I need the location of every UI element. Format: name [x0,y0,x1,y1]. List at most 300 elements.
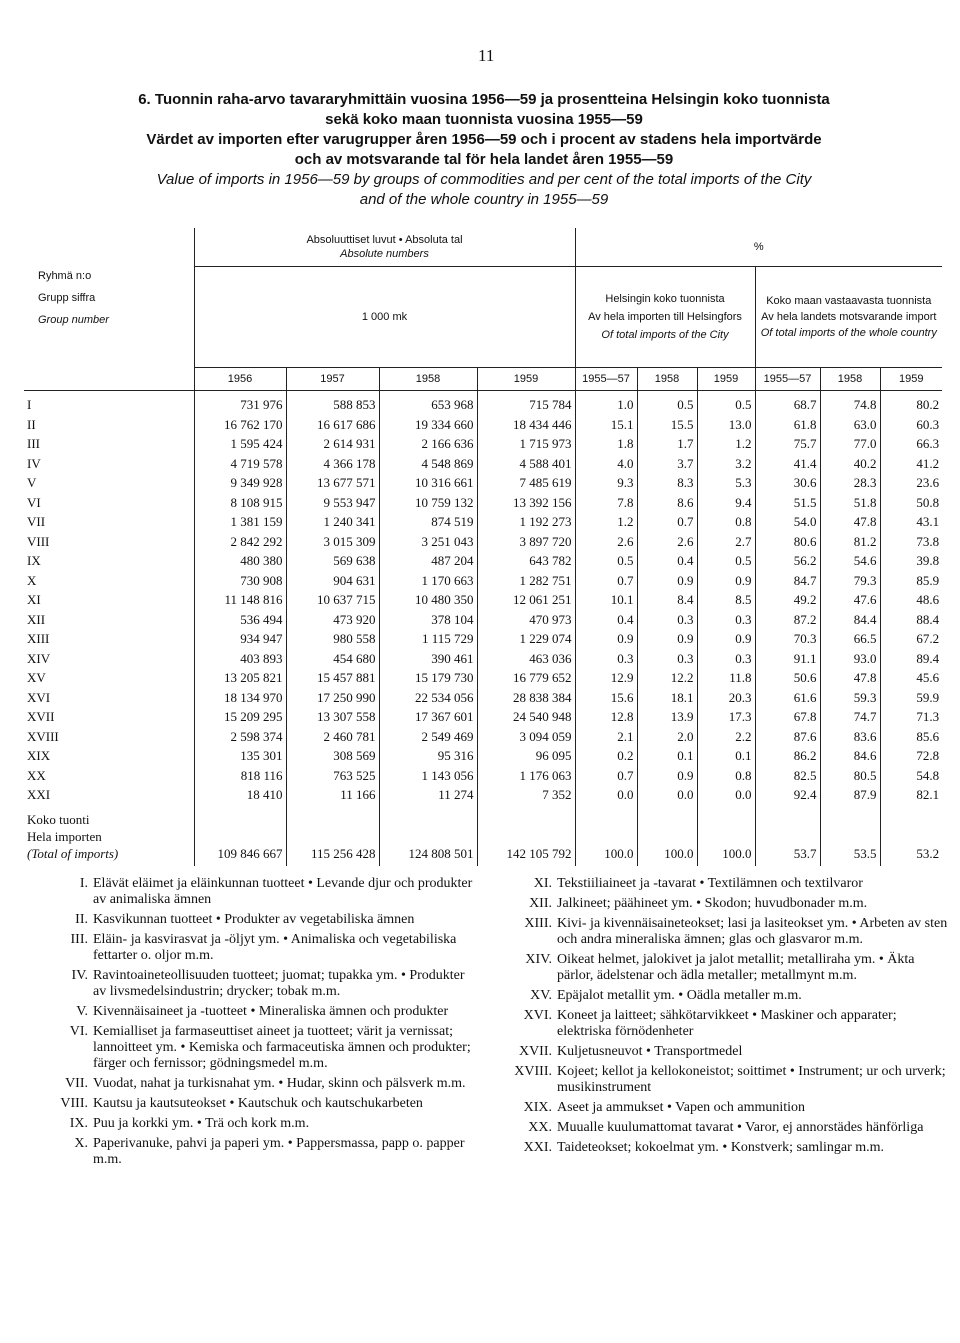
value-cell: 15.1 [575,415,637,435]
value-cell: 8 108 915 [194,493,286,513]
value-cell: 0.3 [637,649,697,669]
value-cell: 1.2 [575,512,637,532]
value-cell: 11 166 [286,785,379,805]
value-cell: 96 095 [477,746,575,766]
title-line-sv-1: Värdet av importen efter varugrupper åren 1956—59 och i procent av stadens hela importvärde [146,131,822,148]
table-row [24,610,942,630]
legend-item-text: Kasvikunnan tuotteet • Produkter av vegetabiliska ämnen [93,912,415,927]
legend-item [40,1024,480,1072]
legend-item [40,1096,480,1112]
value-cell: 8.4 [637,590,697,610]
year-header: 1959 [880,368,942,391]
value-cell: 24 540 948 [477,707,575,727]
total-cell: 100.0 [637,805,697,866]
value-cell: 0.2 [575,746,637,766]
value-cell: 54.8 [880,766,942,786]
value-cell: 91.1 [755,649,820,669]
value-cell: 536 494 [194,610,286,630]
legend-item-number: I. [79,876,88,891]
value-cell: 0.8 [697,766,755,786]
value-cell: 59.9 [880,688,942,708]
table-body [24,391,942,805]
year-header-blank [24,368,194,391]
legend-item [490,1044,950,1060]
value-cell: 7 485 619 [477,473,575,493]
table-row [24,551,942,571]
total-row [24,805,942,866]
value-cell: 79.3 [820,571,880,591]
table-row [24,454,942,474]
total-cell: 53.2 [880,805,942,866]
legend-item-text: Puu ja korkki ym. • Trä och kork m.m. [93,1116,310,1131]
value-cell: 12.8 [575,707,637,727]
legend-item [490,1008,950,1040]
country-header-en: Of total imports of the whole country [760,327,937,339]
value-cell: 63.0 [820,415,880,435]
country-header-sv: Av hela landets motsvarande import [761,311,937,323]
value-cell: 15.5 [637,415,697,435]
legend-item [40,968,480,1000]
legend-item-text: Eläin- ja kasvirasvat ja -öljyt ym. • Animaliska och vegetabiliska fettarter o. oljor m.m. [93,932,457,963]
title-line-fi-2: sekä koko maan tuonnista vuosina 1955—59 [325,111,643,128]
header-row-top [24,228,942,267]
value-cell: 1.8 [575,434,637,454]
value-cell: 1 143 056 [379,766,477,786]
value-cell: 1 229 074 [477,629,575,649]
value-cell: 10 316 661 [379,473,477,493]
value-cell: 48.6 [880,590,942,610]
group-number-cell: XI [27,592,41,607]
value-cell: 51.8 [820,493,880,513]
value-cell: 30.6 [755,473,820,493]
value-cell: 0.7 [575,766,637,786]
value-cell: 904 631 [286,571,379,591]
value-cell: 9.4 [697,493,755,513]
legend-item-number: XIV. [525,952,552,967]
value-cell: 3 251 043 [379,532,477,552]
value-cell: 1 170 663 [379,571,477,591]
absolute-header-en: Absolute numbers [340,248,429,260]
total-label [24,805,194,866]
value-cell: 8.5 [697,590,755,610]
value-cell: 80.5 [820,766,880,786]
value-cell: 85.9 [880,571,942,591]
legend-item [490,952,950,984]
value-cell: 12 061 251 [477,590,575,610]
value-cell: 13 205 821 [194,668,286,688]
value-cell: 17 367 601 [379,707,477,727]
value-cell: 13.9 [637,707,697,727]
value-cell: 643 782 [477,551,575,571]
group-number-cell: IV [27,455,41,471]
value-cell: 40.2 [820,454,880,474]
value-cell: 4 548 869 [379,454,477,474]
value-cell: 41.4 [755,454,820,474]
value-cell: 378 104 [379,610,477,630]
table-row [24,766,942,786]
value-cell: 0.4 [637,551,697,571]
legend-item-text: Aseet ja ammukset • Vapen och ammunition [557,1100,806,1115]
value-cell: 2 598 374 [194,727,286,747]
value-cell: 8.3 [637,473,697,493]
value-cell: 92.4 [755,785,820,805]
helsinki-header-sv: Av hela importen till Helsingfors [588,311,742,323]
legend-item [490,1064,950,1096]
table-row [24,707,942,727]
title-line-en-1: Value of imports in 1956—59 by groups of commodities and per cent of the total imports of the City [156,171,812,188]
value-cell: 8.6 [637,493,697,513]
value-cell: 1 595 424 [194,434,286,454]
total-cell: 100.0 [697,805,755,866]
table-row [24,493,942,513]
value-cell: 2 842 292 [194,532,286,552]
value-cell: 0.9 [575,629,637,649]
value-cell: 16 762 170 [194,415,286,435]
value-cell: 2 549 469 [379,727,477,747]
legend-item [40,1136,480,1168]
legend-item-number: III. [70,932,88,947]
value-cell: 0.9 [637,629,697,649]
value-cell: 9 349 928 [194,473,286,493]
value-cell: 0.8 [697,512,755,532]
value-cell: 1 240 341 [286,512,379,532]
total-cell: 109 846 667 [194,805,286,866]
value-cell: 11 274 [379,785,477,805]
table-row [24,512,942,532]
legend-item-text: Kautsu ja kautsuteokset • Kautschuk och kautschukarbeten [93,1096,423,1111]
value-cell: 10 480 350 [379,590,477,610]
legend-item-number: XII. [529,896,552,911]
legend-item-text: Tekstiiliaineet ja -tavarat • Textilämnen och textilvaror [557,876,863,891]
table-row [24,415,942,435]
value-cell: 2.1 [575,727,637,747]
value-cell: 13 677 571 [286,473,379,493]
value-cell: 1 115 729 [379,629,477,649]
value-cell: 0.9 [637,571,697,591]
absolute-header-fi-sv: Absoluuttiset luvut • Absoluta tal [306,234,463,246]
value-cell: 81.2 [820,532,880,552]
legend-item-text: Oikeat helmet, jalokivet ja jalot metallit; metalliraha ym. • Äkta pärlor, ädelstenar och ädla metaller; metallmynt m.m. [557,952,915,983]
total-label-en: (Total of imports) [27,845,119,861]
value-cell: 13.0 [697,415,755,435]
value-cell: 2.6 [575,532,637,552]
group-number-cell: IX [27,553,41,568]
legend-item-number: VII. [65,1076,88,1091]
value-cell: 0.0 [697,785,755,805]
value-cell: 4.0 [575,454,637,474]
value-cell: 763 525 [286,766,379,786]
legend-item-text: Epäjalot metallit ym. • Oädla metaller m.m. [557,988,802,1003]
value-cell: 86.2 [755,746,820,766]
value-cell: 61.6 [755,688,820,708]
legend-item-number: IV. [71,968,88,983]
value-cell: 66.3 [880,434,942,454]
value-cell: 0.7 [575,571,637,591]
value-cell: 74.8 [820,391,880,415]
value-cell: 89.4 [880,649,942,669]
value-cell: 88.4 [880,610,942,630]
value-cell: 3 897 720 [477,532,575,552]
value-cell: 15.6 [575,688,637,708]
year-header: 1957 [286,368,379,391]
value-cell: 12.2 [637,668,697,688]
table-row [24,391,942,415]
value-cell: 28.3 [820,473,880,493]
value-cell: 730 908 [194,571,286,591]
value-cell: 1.2 [697,434,755,454]
legend-item-number: V. [76,1004,88,1019]
value-cell: 16 617 686 [286,415,379,435]
table-row [24,668,942,688]
legend-item-number: XVI. [523,1008,552,1023]
value-cell: 11 148 816 [194,590,286,610]
value-cell: 87.2 [755,610,820,630]
value-cell: 2 614 931 [286,434,379,454]
value-cell: 15 457 881 [286,668,379,688]
table-row [24,590,942,610]
value-cell: 0.5 [637,391,697,415]
value-cell: 4 719 578 [194,454,286,474]
value-cell: 403 893 [194,649,286,669]
helsinki-share-header [575,267,755,368]
legend-item-number: XXI. [523,1140,552,1155]
value-cell: 77.0 [820,434,880,454]
value-cell: 17.3 [697,707,755,727]
legend-item [490,1100,950,1116]
group-number-cell: XVI [27,689,51,705]
value-cell: 390 461 [379,649,477,669]
value-cell: 980 558 [286,629,379,649]
value-cell: 84.7 [755,571,820,591]
value-cell: 0.5 [697,551,755,571]
value-cell: 73.8 [880,532,942,552]
value-cell: 1.7 [637,434,697,454]
value-cell: 1 192 273 [477,512,575,532]
value-cell: 2.6 [637,532,697,552]
value-cell: 588 853 [286,391,379,415]
value-cell: 12.9 [575,668,637,688]
total-cell: 142 105 792 [477,805,575,866]
table-row [24,688,942,708]
value-cell: 473 920 [286,610,379,630]
percent-header: % [575,228,942,267]
value-cell: 54.0 [755,512,820,532]
value-cell: 45.6 [880,668,942,688]
value-cell: 0.3 [697,649,755,669]
legend-item-text: Kuljetusneuvot • Transportmedel [557,1044,743,1059]
legend-item [40,1116,480,1132]
value-cell: 10 637 715 [286,590,379,610]
value-cell: 0.9 [637,766,697,786]
group-header-fi: Ryhmä n:o [38,269,92,282]
legend-item [490,1120,950,1136]
value-cell: 0.9 [697,629,755,649]
legend-item-number: XI. [533,876,552,891]
legend-item [40,1076,480,1092]
value-cell: 47.8 [820,668,880,688]
value-cell: 0.5 [697,391,755,415]
value-cell: 50.8 [880,493,942,513]
total-label-sv: Hela importen [27,828,102,844]
helsinki-header-en: Of total imports of the City [601,329,729,341]
group-header-en: Group number [38,313,109,326]
table-row [24,473,942,493]
value-cell: 10.1 [575,590,637,610]
value-cell: 74.7 [820,707,880,727]
year-header: 1955—57 [575,368,637,391]
value-cell: 87.6 [755,727,820,747]
legend-item [490,896,950,912]
table-row [24,727,942,747]
title-line-sv-2: och av motsvarande tal för hela landet åren 1955—59 [294,151,674,168]
total-cell: 124 808 501 [379,805,477,866]
value-cell: 51.5 [755,493,820,513]
value-cell: 82.1 [880,785,942,805]
value-cell: 28 838 384 [477,688,575,708]
value-cell: 15 209 295 [194,707,286,727]
year-header: 1958 [820,368,880,391]
legend-item-text: Kivi- ja kivennäisaineteokset; lasi ja lasiteokset ym. • Arbeten av sten och andra mineraliska ämnen; glas och glasvaror m.m. [557,916,948,947]
table-row [24,629,942,649]
legend-item-number: VIII. [60,1096,88,1111]
legend-item-number: VI. [69,1024,88,1039]
total-cell: 53.5 [820,805,880,866]
value-cell: 715 784 [477,391,575,415]
value-cell: 2.0 [637,727,697,747]
table-title [24,90,944,210]
group-number-cell: VII [27,514,46,529]
group-number-cell: XIV [27,650,51,666]
legend-item-number: XVIII. [514,1064,552,1079]
value-cell: 3 015 309 [286,532,379,552]
legend-item [490,1140,950,1156]
group-legend-right [490,876,950,1160]
value-cell: 463 036 [477,649,575,669]
value-cell: 0.1 [637,746,697,766]
value-cell: 43.1 [880,512,942,532]
value-cell: 135 301 [194,746,286,766]
legend-item-text: Paperivanuke, pahvi ja paperi ym. • Pappersmassa, papp o. papper m.m. [93,1136,465,1167]
absolute-header [194,228,575,267]
group-number-cell: XXI [27,787,51,802]
legend-item-text: Jalkineet; päähineet ym. • Skodon; huvudbonader m.m. [557,896,868,911]
value-cell: 50.6 [755,668,820,688]
value-cell: 0.3 [697,610,755,630]
value-cell: 17 250 990 [286,688,379,708]
value-cell: 1 381 159 [194,512,286,532]
table-row [24,571,942,591]
year-header: 1958 [637,368,697,391]
value-cell: 9.3 [575,473,637,493]
legend-item-text: Kemialliset ja farmaseuttiset aineet ja tuotteet; värit ja vernissat; lannoitteet ym. • Kemiska och farmaceutiska ämnen och produkter; färger och fernissor; gödningsmedel m.m. [93,1024,471,1071]
group-number-cell: XIII [27,631,50,646]
value-cell: 2 460 781 [286,727,379,747]
total-cell: 115 256 428 [286,805,379,866]
value-cell: 653 968 [379,391,477,415]
group-number-cell: XX [27,767,46,783]
total-label-fi: Koko tuonti [27,811,90,827]
value-cell: 2.2 [697,727,755,747]
group-number-cell: XVIII [27,728,59,744]
value-cell: 47.8 [820,512,880,532]
legend-item-text: Ravintoaineteollisuuden tuotteet; juomat; tupakka ym. • Produkter av livsmedelsindustrin; drycker; tobak m.m. [93,968,465,999]
value-cell: 308 569 [286,746,379,766]
legend-item [40,1004,480,1020]
year-header: 1959 [477,368,575,391]
value-cell: 0.5 [575,551,637,571]
table-total [24,805,942,866]
value-cell: 71.3 [880,707,942,727]
legend-item-text: Kojeet; kellot ja kellokoneistot; soittimet • Instrument; ur och urverk; musikinstrument [557,1064,946,1095]
legend-item-text: Taideteokset; kokoelmat ym. • Konstverk; samlingar m.m. [557,1140,885,1155]
title-line-fi-1: 6. Tuonnin raha-arvo tavararyhmittäin vuosina 1956—59 ja prosentteina Helsingin koko tuonnista [138,91,830,108]
value-cell: 7.8 [575,493,637,513]
value-cell: 13 307 558 [286,707,379,727]
value-cell: 569 638 [286,551,379,571]
group-number-cell: XV [27,670,46,685]
value-cell: 18 434 446 [477,415,575,435]
value-cell: 19 334 660 [379,415,477,435]
value-cell: 61.8 [755,415,820,435]
country-share-header [755,267,942,368]
value-cell: 1 282 751 [477,571,575,591]
value-cell: 0.3 [575,649,637,669]
group-number-cell: V [27,475,37,490]
legend-item-text: Elävät eläimet ja eläinkunnan tuotteet • Levande djur och produkter av animaliska ämnen [93,876,473,907]
table-row [24,746,942,766]
legend-item-number: IX. [69,1116,88,1131]
legend-item-text: Vuodat, nahat ja turkisnahat ym. • Hudar, skinn och pälsverk m.m. [93,1076,466,1091]
value-cell: 3.7 [637,454,697,474]
group-number-cell: I [27,397,32,412]
year-header-row [24,368,942,391]
year-header: 1958 [379,368,477,391]
group-legend-left [40,876,480,1172]
legend-item-number: XIX. [523,1100,552,1115]
value-cell: 80.2 [880,391,942,415]
value-cell: 480 380 [194,551,286,571]
value-cell: 2.7 [697,532,755,552]
legend-item-number: X. [74,1136,88,1151]
value-cell: 470 973 [477,610,575,630]
group-number-cell: XII [27,611,46,627]
legend-item-text: Koneet ja laitteet; sähkötarvikkeet • Maskiner och apparater; elektriska förnödenheter [557,1008,897,1039]
value-cell: 0.0 [637,785,697,805]
value-cell: 67.8 [755,707,820,727]
value-cell: 0.4 [575,610,637,630]
value-cell: 84.4 [820,610,880,630]
value-cell: 731 976 [194,391,286,415]
value-cell: 3.2 [697,454,755,474]
year-header: 1955—57 [755,368,820,391]
table-row [24,649,942,669]
value-cell: 1 176 063 [477,766,575,786]
group-number-cell: VIII [27,533,50,549]
value-cell: 0.9 [697,571,755,591]
value-cell: 818 116 [194,766,286,786]
import-table [24,228,942,866]
value-cell: 0.3 [637,610,697,630]
group-number-cell: II [27,416,36,432]
value-cell: 20.3 [697,688,755,708]
group-number-cell: X [27,572,37,588]
year-header: 1956 [194,368,286,391]
group-number-cell: XVII [27,709,55,724]
legend-item-number: XIII. [524,916,552,931]
value-cell: 5.3 [697,473,755,493]
value-cell: 0.7 [637,512,697,532]
value-cell: 9 553 947 [286,493,379,513]
